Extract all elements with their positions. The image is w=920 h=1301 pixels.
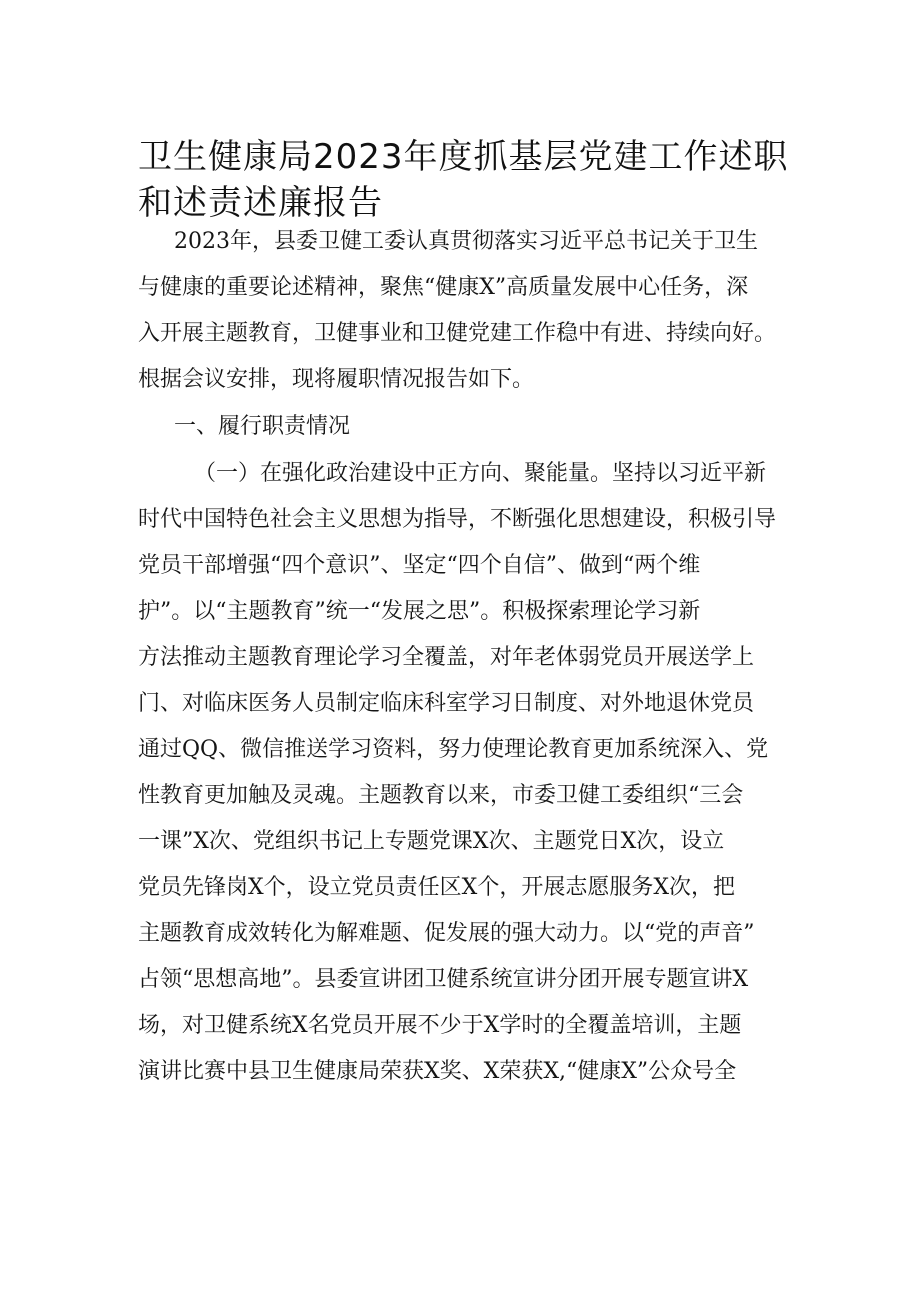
section1-line-1: （一）在强化政治建设中正方向、聚能量。坚持以习近平新 [194,461,767,486]
section1-line-13: 场，对卫健系统X名党员开展不少于X学时的全覆盖培训，主题 [138,1013,742,1038]
section1-line-5: 方法推动主题教育理论学习全覆盖，对年老体弱党员开展送学上 [138,645,755,670]
section1-line-8: 性教育更加触及灵魂。主题教育以来，市委卫健工委组织“三会 [138,783,744,808]
section1-line-9: 一课”X次、党组织书记上专题党课X次、主题党日X次，设立 [138,829,725,854]
section1-line-2: 时代中国特色社会主义思想为指导，不断强化思想建设，积极引导 [138,507,777,532]
document-title [138,134,798,226]
section-1-paragraph [138,451,798,1095]
section1-line-7: 通过QQ、微信推送学习资料，努力使理论教育更加系统深入、党 [138,737,769,762]
intro-line-4: 根据会议安排，现将履职情况报告如下。 [138,367,535,392]
section-heading: 一、履行职责情况 [174,414,351,439]
title-line-1: 卫生健康局2023年度抓基层党建工作述职 [138,137,789,177]
section1-line-10: 党员先锋岗X个，设立党员责任区X个，开展志愿服务X次，把 [138,875,735,900]
section1-line-12: 占领“思想高地”。县委宣讲团卫健系统宣讲分团开展专题宣讲X [138,967,749,992]
title-line-2: 和述责述廉报告 [138,183,383,223]
document-body [138,219,798,1095]
intro-paragraph [138,219,798,403]
intro-line-1: 2023年，县委卫健工委认真贯彻落实习近平总书记关于卫生 [174,229,758,254]
section-heading-block [138,403,798,451]
section1-line-3: 党员干部增强“四个意识”、坚定“四个自信”、做到“两个维 [138,553,701,578]
section1-line-6: 门、对临床医务人员制定临床科室学习日制度、对外地退休党员 [138,691,755,716]
section1-line-14: 演讲比赛中县卫生健康局荣获X奖、X荣获X,“健康X”公众号全 [138,1059,737,1084]
section1-line-11: 主题教育成效转化为解难题、促发展的强大动力。以“党的声音” [138,921,755,946]
section1-line-4: 护”。以“主题教育”统一“发展之思”。积极探索理论学习新 [138,599,701,624]
intro-line-3: 入开展主题教育，卫健事业和卫健党建工作稳中有进、持续向好。 [138,321,777,346]
intro-line-2: 与健康的重要论述精神，聚焦“健康X”高质量发展中心任务，深 [138,275,749,300]
